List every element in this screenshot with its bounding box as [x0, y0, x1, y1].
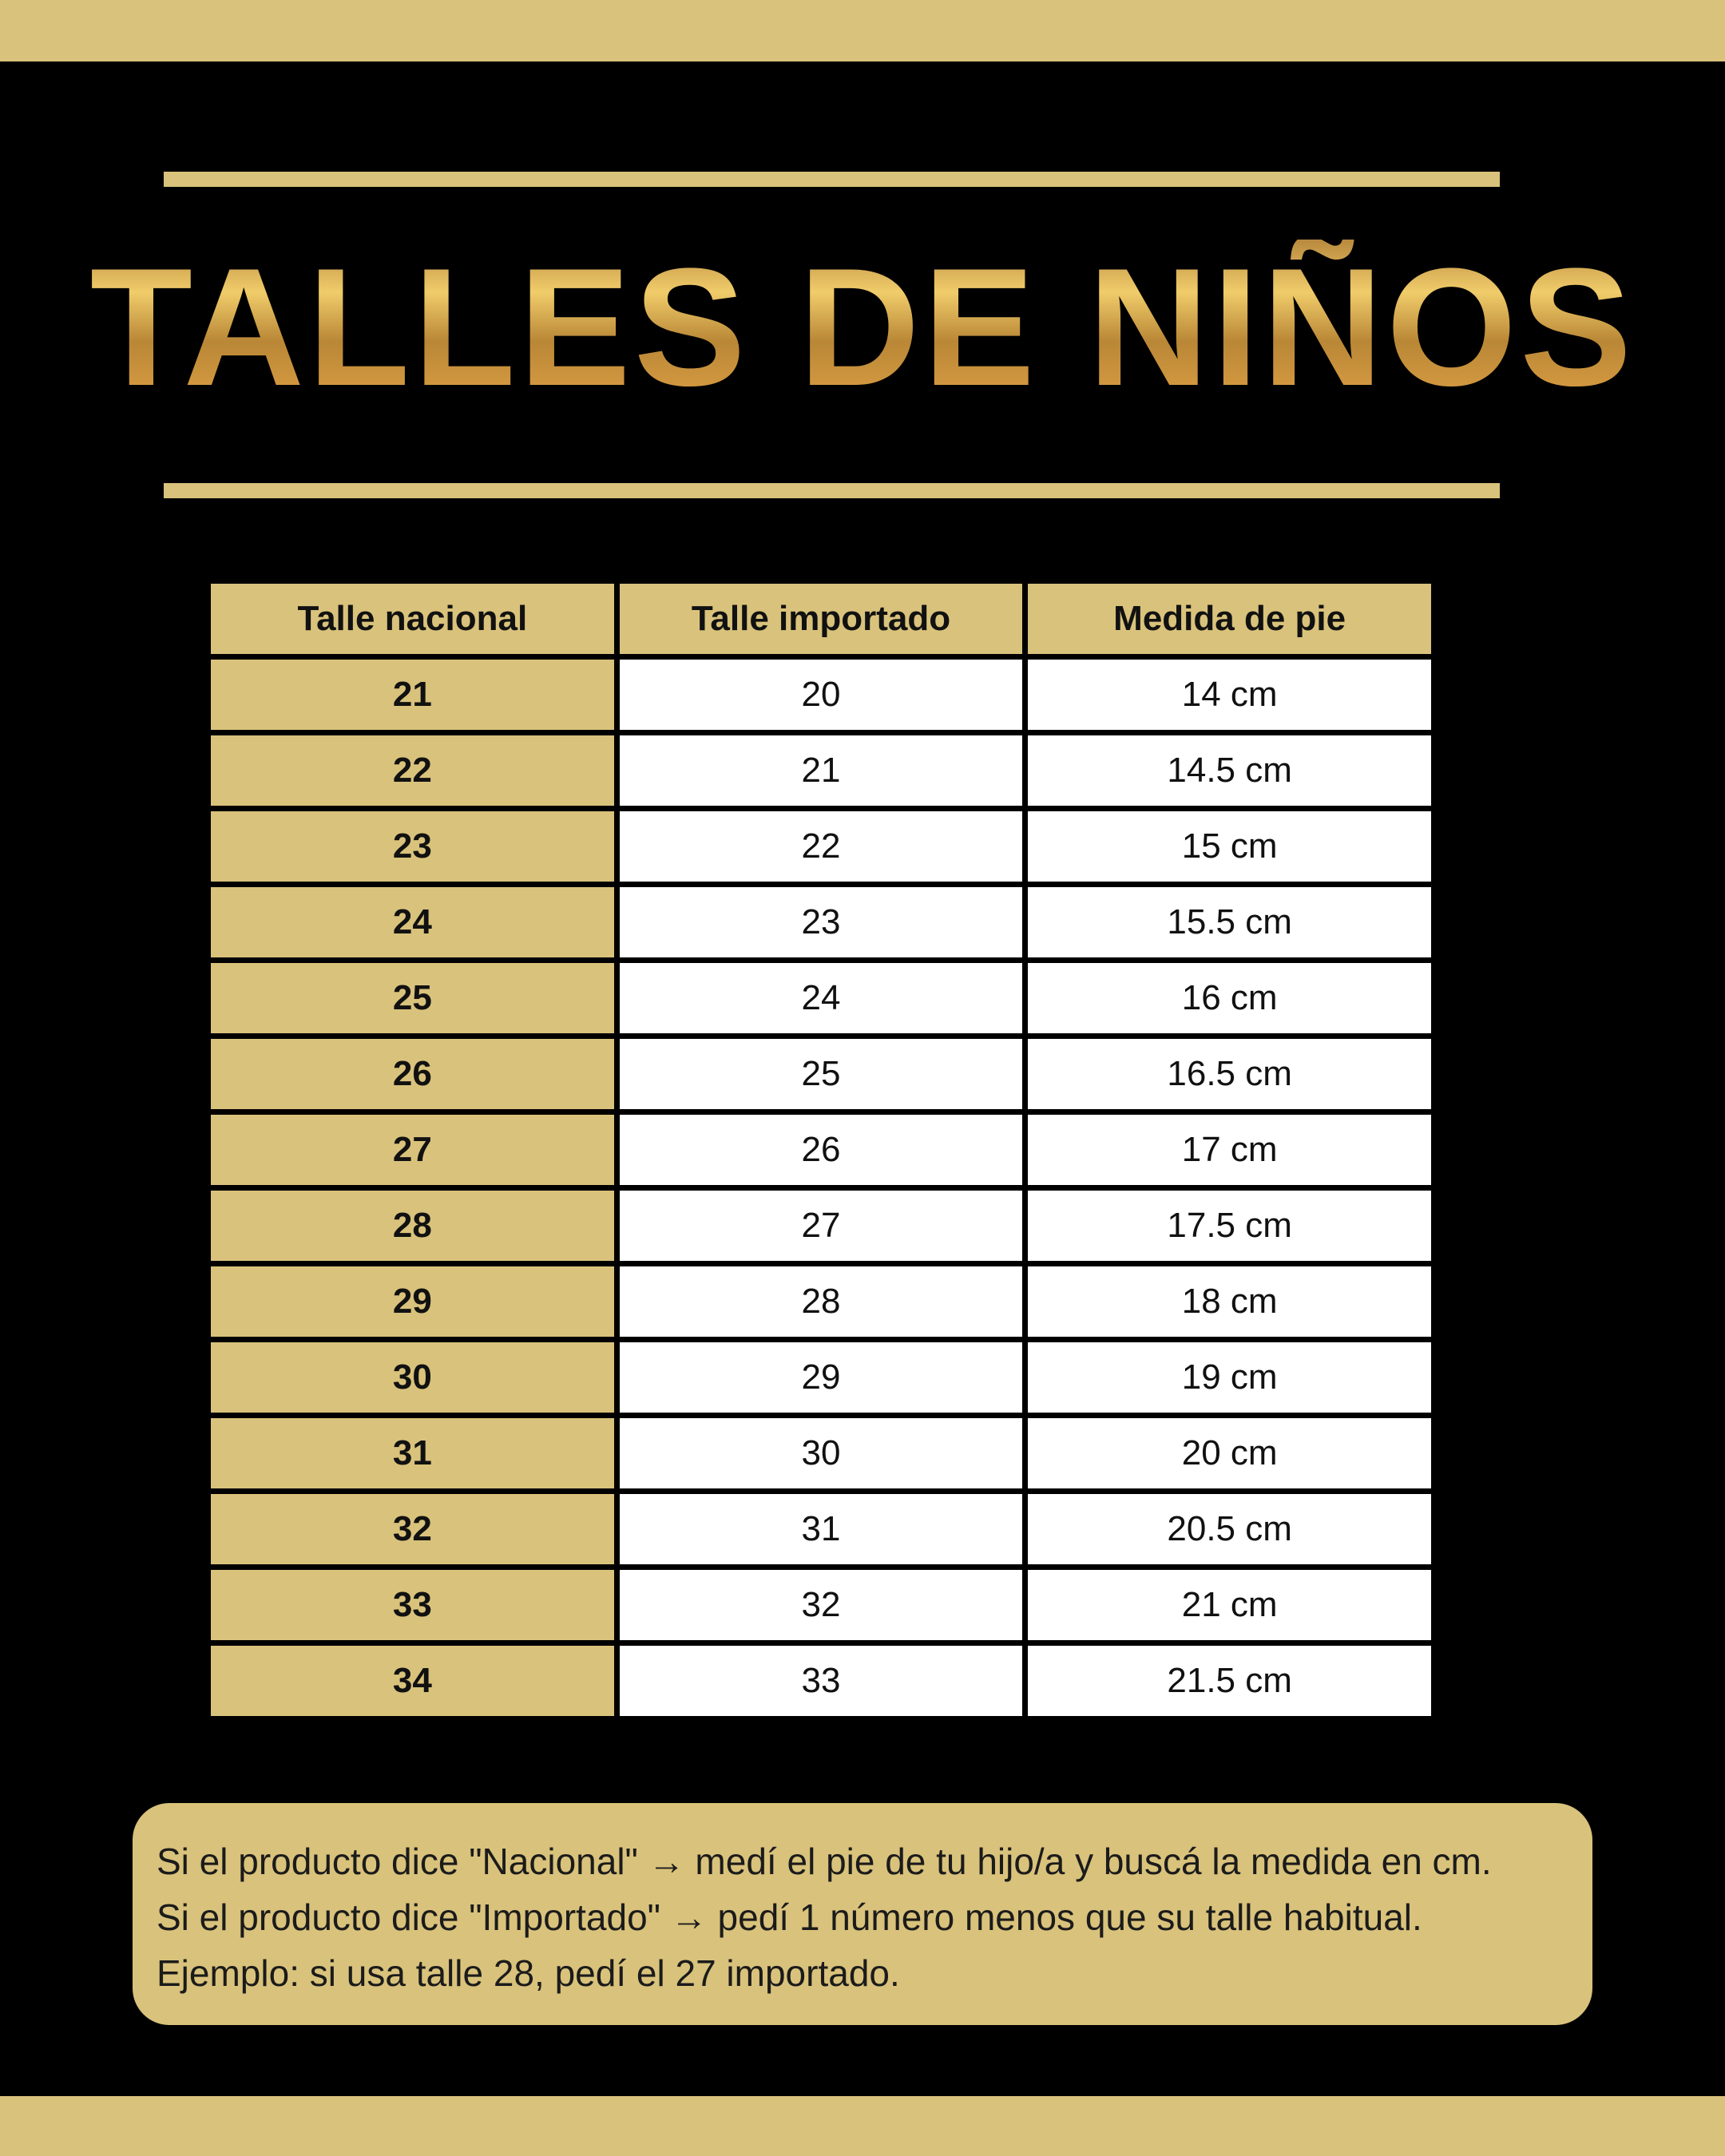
medida-de-pie-cell: 21.5 cm [1028, 1646, 1431, 1716]
title-rule-top [164, 172, 1500, 187]
table-row [211, 887, 1431, 957]
talle-nacional-cell: 26 [211, 1039, 614, 1109]
medida-de-pie-cell: 20.5 cm [1028, 1494, 1431, 1564]
talle-nacional-cell: 27 [211, 1115, 614, 1185]
medida-de-pie-cell: 17.5 cm [1028, 1191, 1431, 1261]
talle-importado-cell: 24 [620, 963, 1023, 1033]
header-medida-de-pie: Medida de pie [1028, 584, 1431, 654]
table-row [211, 1646, 1431, 1716]
table-row [211, 963, 1431, 1033]
page-title: TALLES DE NIÑOS [0, 240, 1725, 415]
talle-importado-cell: 23 [620, 887, 1023, 957]
table-header-row [211, 584, 1431, 654]
talle-nacional-cell: 25 [211, 963, 614, 1033]
table-row [211, 660, 1431, 730]
medida-de-pie-cell: 14 cm [1028, 660, 1431, 730]
medida-de-pie-cell: 18 cm [1028, 1266, 1431, 1337]
table-row [211, 1570, 1431, 1640]
table-row [211, 735, 1431, 806]
talle-importado-cell: 33 [620, 1646, 1023, 1716]
talle-importado-cell: 30 [620, 1418, 1023, 1488]
medida-de-pie-cell: 14.5 cm [1028, 735, 1431, 806]
talle-importado-cell: 26 [620, 1115, 1023, 1185]
talle-importado-cell: 31 [620, 1494, 1023, 1564]
talle-nacional-cell: 34 [211, 1646, 614, 1716]
medida-de-pie-cell: 15.5 cm [1028, 887, 1431, 957]
bottom-gold-band [0, 2096, 1725, 2156]
title-rule-bottom [164, 483, 1500, 498]
talle-nacional-cell: 22 [211, 735, 614, 806]
note-line-ejemplo: Ejemplo: si usa talle 28, pedí el 27 importado. [157, 1952, 900, 1994]
table-row [211, 811, 1431, 882]
talle-importado-cell: 25 [620, 1039, 1023, 1109]
table-row [211, 1342, 1431, 1413]
medida-de-pie-cell: 20 cm [1028, 1418, 1431, 1488]
talle-nacional-cell: 29 [211, 1266, 614, 1337]
talle-nacional-cell: 30 [211, 1342, 614, 1413]
talle-nacional-cell: 23 [211, 811, 614, 882]
instructions-note [133, 1803, 1592, 2025]
talle-importado-cell: 21 [620, 735, 1023, 806]
talle-importado-cell: 29 [620, 1342, 1023, 1413]
talle-nacional-cell: 21 [211, 660, 614, 730]
medida-de-pie-cell: 16 cm [1028, 963, 1431, 1033]
note-line-importado: Si el producto dice "Importado" → pedí 1 número menos que su talle habitual. [157, 1896, 1422, 1938]
talle-nacional-cell: 24 [211, 887, 614, 957]
talle-nacional-cell: 28 [211, 1191, 614, 1261]
table-row [211, 1039, 1431, 1109]
medida-de-pie-cell: 15 cm [1028, 811, 1431, 882]
table-row [211, 1266, 1431, 1337]
table-row [211, 1494, 1431, 1564]
header-talle-nacional: Talle nacional [211, 584, 614, 654]
talle-nacional-cell: 33 [211, 1570, 614, 1640]
medida-de-pie-cell: 17 cm [1028, 1115, 1431, 1185]
table-row [211, 1115, 1431, 1185]
talle-importado-cell: 20 [620, 660, 1023, 730]
talle-importado-cell: 32 [620, 1570, 1023, 1640]
talle-nacional-cell: 32 [211, 1494, 614, 1564]
table-row [211, 1191, 1431, 1261]
note-line-nacional: Si el producto dice "Nacional" → medí el pie de tu hijo/a y buscá la medida en cm. [157, 1841, 1492, 1882]
talle-importado-cell: 28 [620, 1266, 1023, 1337]
talle-importado-cell: 27 [620, 1191, 1023, 1261]
header-talle-importado: Talle importado [620, 584, 1023, 654]
top-gold-band [0, 0, 1725, 61]
medida-de-pie-cell: 19 cm [1028, 1342, 1431, 1413]
medida-de-pie-cell: 16.5 cm [1028, 1039, 1431, 1109]
talle-nacional-cell: 31 [211, 1418, 614, 1488]
table-row [211, 1418, 1431, 1488]
size-chart-table [205, 578, 1437, 1722]
talle-importado-cell: 22 [620, 811, 1023, 882]
table-body [211, 660, 1431, 1716]
medida-de-pie-cell: 21 cm [1028, 1570, 1431, 1640]
